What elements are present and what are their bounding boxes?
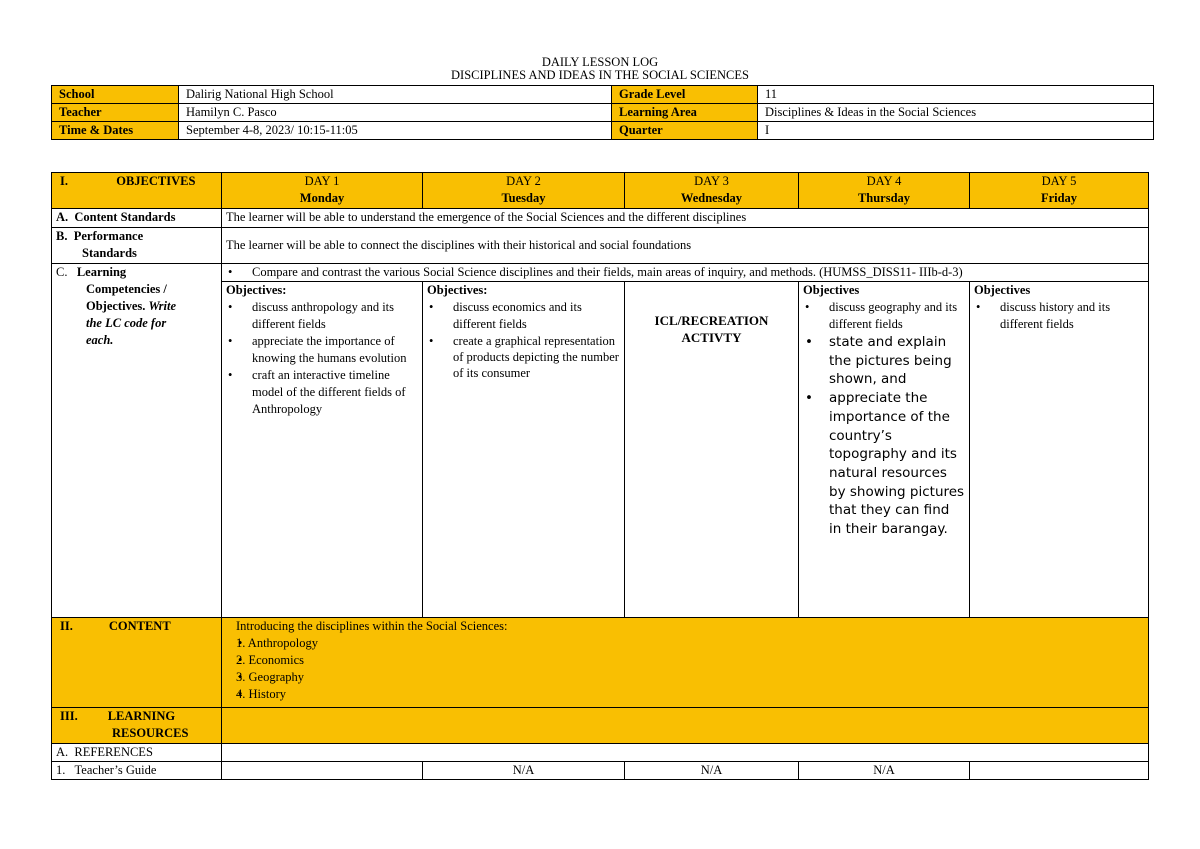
section-number: I. — [60, 174, 68, 188]
icl-text: ICL/RECREATION — [654, 313, 769, 328]
content-intro: Introducing the disciplines within the Social Sciences: — [236, 619, 508, 633]
objective-item: • discuss economics and its different fields — [427, 299, 620, 333]
objectives-heading: Objectives — [974, 283, 1031, 297]
day-name: Friday — [1040, 191, 1078, 205]
row-number: B. — [56, 229, 68, 243]
objective-item: • appreciate the importance of knowing the humans evolution — [226, 333, 418, 367]
day-number: DAY 4 — [866, 174, 902, 188]
day4-header — [799, 173, 970, 209]
section-label-continued: RESOURCES — [112, 726, 189, 740]
learning-area-label: Learning Area — [612, 104, 758, 122]
row-label-italic: the LC code for — [86, 316, 167, 330]
day-name: Thursday — [857, 191, 911, 205]
teacher-value: Hamilyn C. Pasco — [179, 104, 612, 122]
objective-item: • discuss geography and its different fields — [803, 299, 965, 333]
objective-item: • craft an interactive timeline model of the different fields of Anthropology — [226, 367, 418, 418]
objectives-heading: Objectives: — [226, 283, 287, 297]
references-body — [222, 744, 1149, 762]
teachers-guide-day5 — [970, 762, 1149, 780]
row-label: Learning — [76, 265, 127, 279]
content-item: • 1. Anthropology — [236, 635, 1144, 652]
section-label: LEARNING — [107, 709, 176, 723]
header-info-table — [51, 85, 1154, 140]
row-label: Performance — [73, 229, 144, 243]
objective-item: • create a graphical representation of products depicting the number of its consumer — [427, 333, 620, 381]
learning-resources-body — [222, 708, 1149, 744]
competency-item: • Compare and contrast the various Social Science disciplines and their fields, main areas of inquiry, and methods. (HUMSS_DISS11- IIIb-d-3) — [226, 264, 1144, 281]
grade-level-value: 11 — [758, 86, 1154, 104]
competencies-label — [52, 264, 222, 618]
row-number: A. — [56, 210, 69, 224]
teachers-guide-day1 — [222, 762, 423, 780]
objectives-heading: Objectives: — [427, 283, 488, 297]
content-standards-label — [52, 209, 222, 228]
objective-item: • discuss history and its different fields — [974, 299, 1144, 333]
row-label-continued: Objectives. — [86, 299, 146, 313]
content-text — [222, 618, 1149, 708]
row-label: Teacher’s Guide — [74, 763, 157, 777]
content-standards-text: The learner will be able to understand the emergence of the Social Sciences and the different disciplines — [222, 209, 1149, 228]
school-label: School — [52, 86, 179, 104]
teachers-guide-day4: N/A — [799, 762, 970, 780]
quarter-value: I — [758, 122, 1154, 140]
day5-objectives — [970, 282, 1149, 618]
teachers-guide-day2: N/A — [423, 762, 625, 780]
day1-header — [222, 173, 423, 209]
day-number: DAY 1 — [304, 174, 340, 188]
section-number: III. — [60, 709, 78, 723]
day-number: DAY 5 — [1041, 174, 1077, 188]
objective-item: • state and explain the pictures being shown, and — [803, 333, 965, 389]
time-dates-label: Time & Dates — [52, 122, 179, 140]
teacher-label: Teacher — [52, 104, 179, 122]
objective-item: • discuss anthropology and its different fields — [226, 299, 418, 333]
day3-icl-activity — [625, 282, 799, 618]
day2-header — [423, 173, 625, 209]
section-label: OBJECTIVES — [116, 174, 196, 188]
day-name: Tuesday — [501, 191, 546, 205]
content-item: • 2. Economics — [236, 652, 1144, 669]
day-number: DAY 2 — [506, 174, 541, 188]
competencies-overall — [222, 264, 1149, 282]
content-item: • 3. Geography — [236, 669, 1144, 686]
grade-level-label: Grade Level — [612, 86, 758, 104]
day-number: DAY 3 — [694, 174, 729, 188]
content-heading — [52, 618, 222, 708]
row-label-italic: each. — [86, 333, 114, 347]
row-label-italic: Write — [148, 299, 177, 313]
row-label-continued: Competencies / — [86, 282, 167, 296]
document-subtitle: DISCIPLINES AND IDEAS IN THE SOCIAL SCIENCES — [451, 68, 749, 82]
learning-resources-heading — [52, 708, 222, 744]
learning-area-value: Disciplines & Ideas in the Social Sciences — [758, 104, 1154, 122]
day4-objectives — [799, 282, 970, 618]
day5-header — [970, 173, 1149, 209]
row-label: REFERENCES — [74, 745, 153, 759]
row-label: Content Standards — [74, 210, 176, 224]
day-name: Monday — [299, 191, 345, 205]
day2-objectives — [423, 282, 625, 618]
school-value: Dalirig National High School — [179, 86, 612, 104]
day3-header — [625, 173, 799, 209]
icl-text: ACTIVTY — [681, 330, 742, 345]
row-label-continued: Standards — [82, 246, 137, 260]
section-number: II. — [60, 619, 73, 633]
row-number: C. — [56, 265, 68, 279]
performance-standards-label — [52, 228, 222, 264]
quarter-label: Quarter — [612, 122, 758, 140]
document-title: DAILY LESSON LOG — [541, 55, 659, 69]
row-number: 1. — [56, 763, 66, 777]
day-name: Wednesday — [680, 191, 743, 205]
references-label — [52, 744, 222, 762]
objectives-heading — [52, 173, 222, 209]
section-label: CONTENT — [108, 619, 171, 633]
day1-objectives — [222, 282, 423, 618]
teachers-guide-day3: N/A — [625, 762, 799, 780]
content-item: • 4. History — [236, 686, 1144, 703]
performance-standards-text: The learner will be able to connect the disciplines with their historical and social foundations — [222, 228, 1149, 264]
time-dates-value: September 4-8, 2023/ 10:15-11:05 — [179, 122, 612, 140]
objectives-heading: Objectives — [803, 283, 860, 297]
teachers-guide-label — [52, 762, 222, 780]
objective-item: • appreciate the importance of the country’s topography and its natural resources by showing pictures that they can find in their barangay. — [803, 389, 965, 539]
row-number: A. — [56, 745, 69, 759]
lesson-log-table — [51, 172, 1149, 780]
